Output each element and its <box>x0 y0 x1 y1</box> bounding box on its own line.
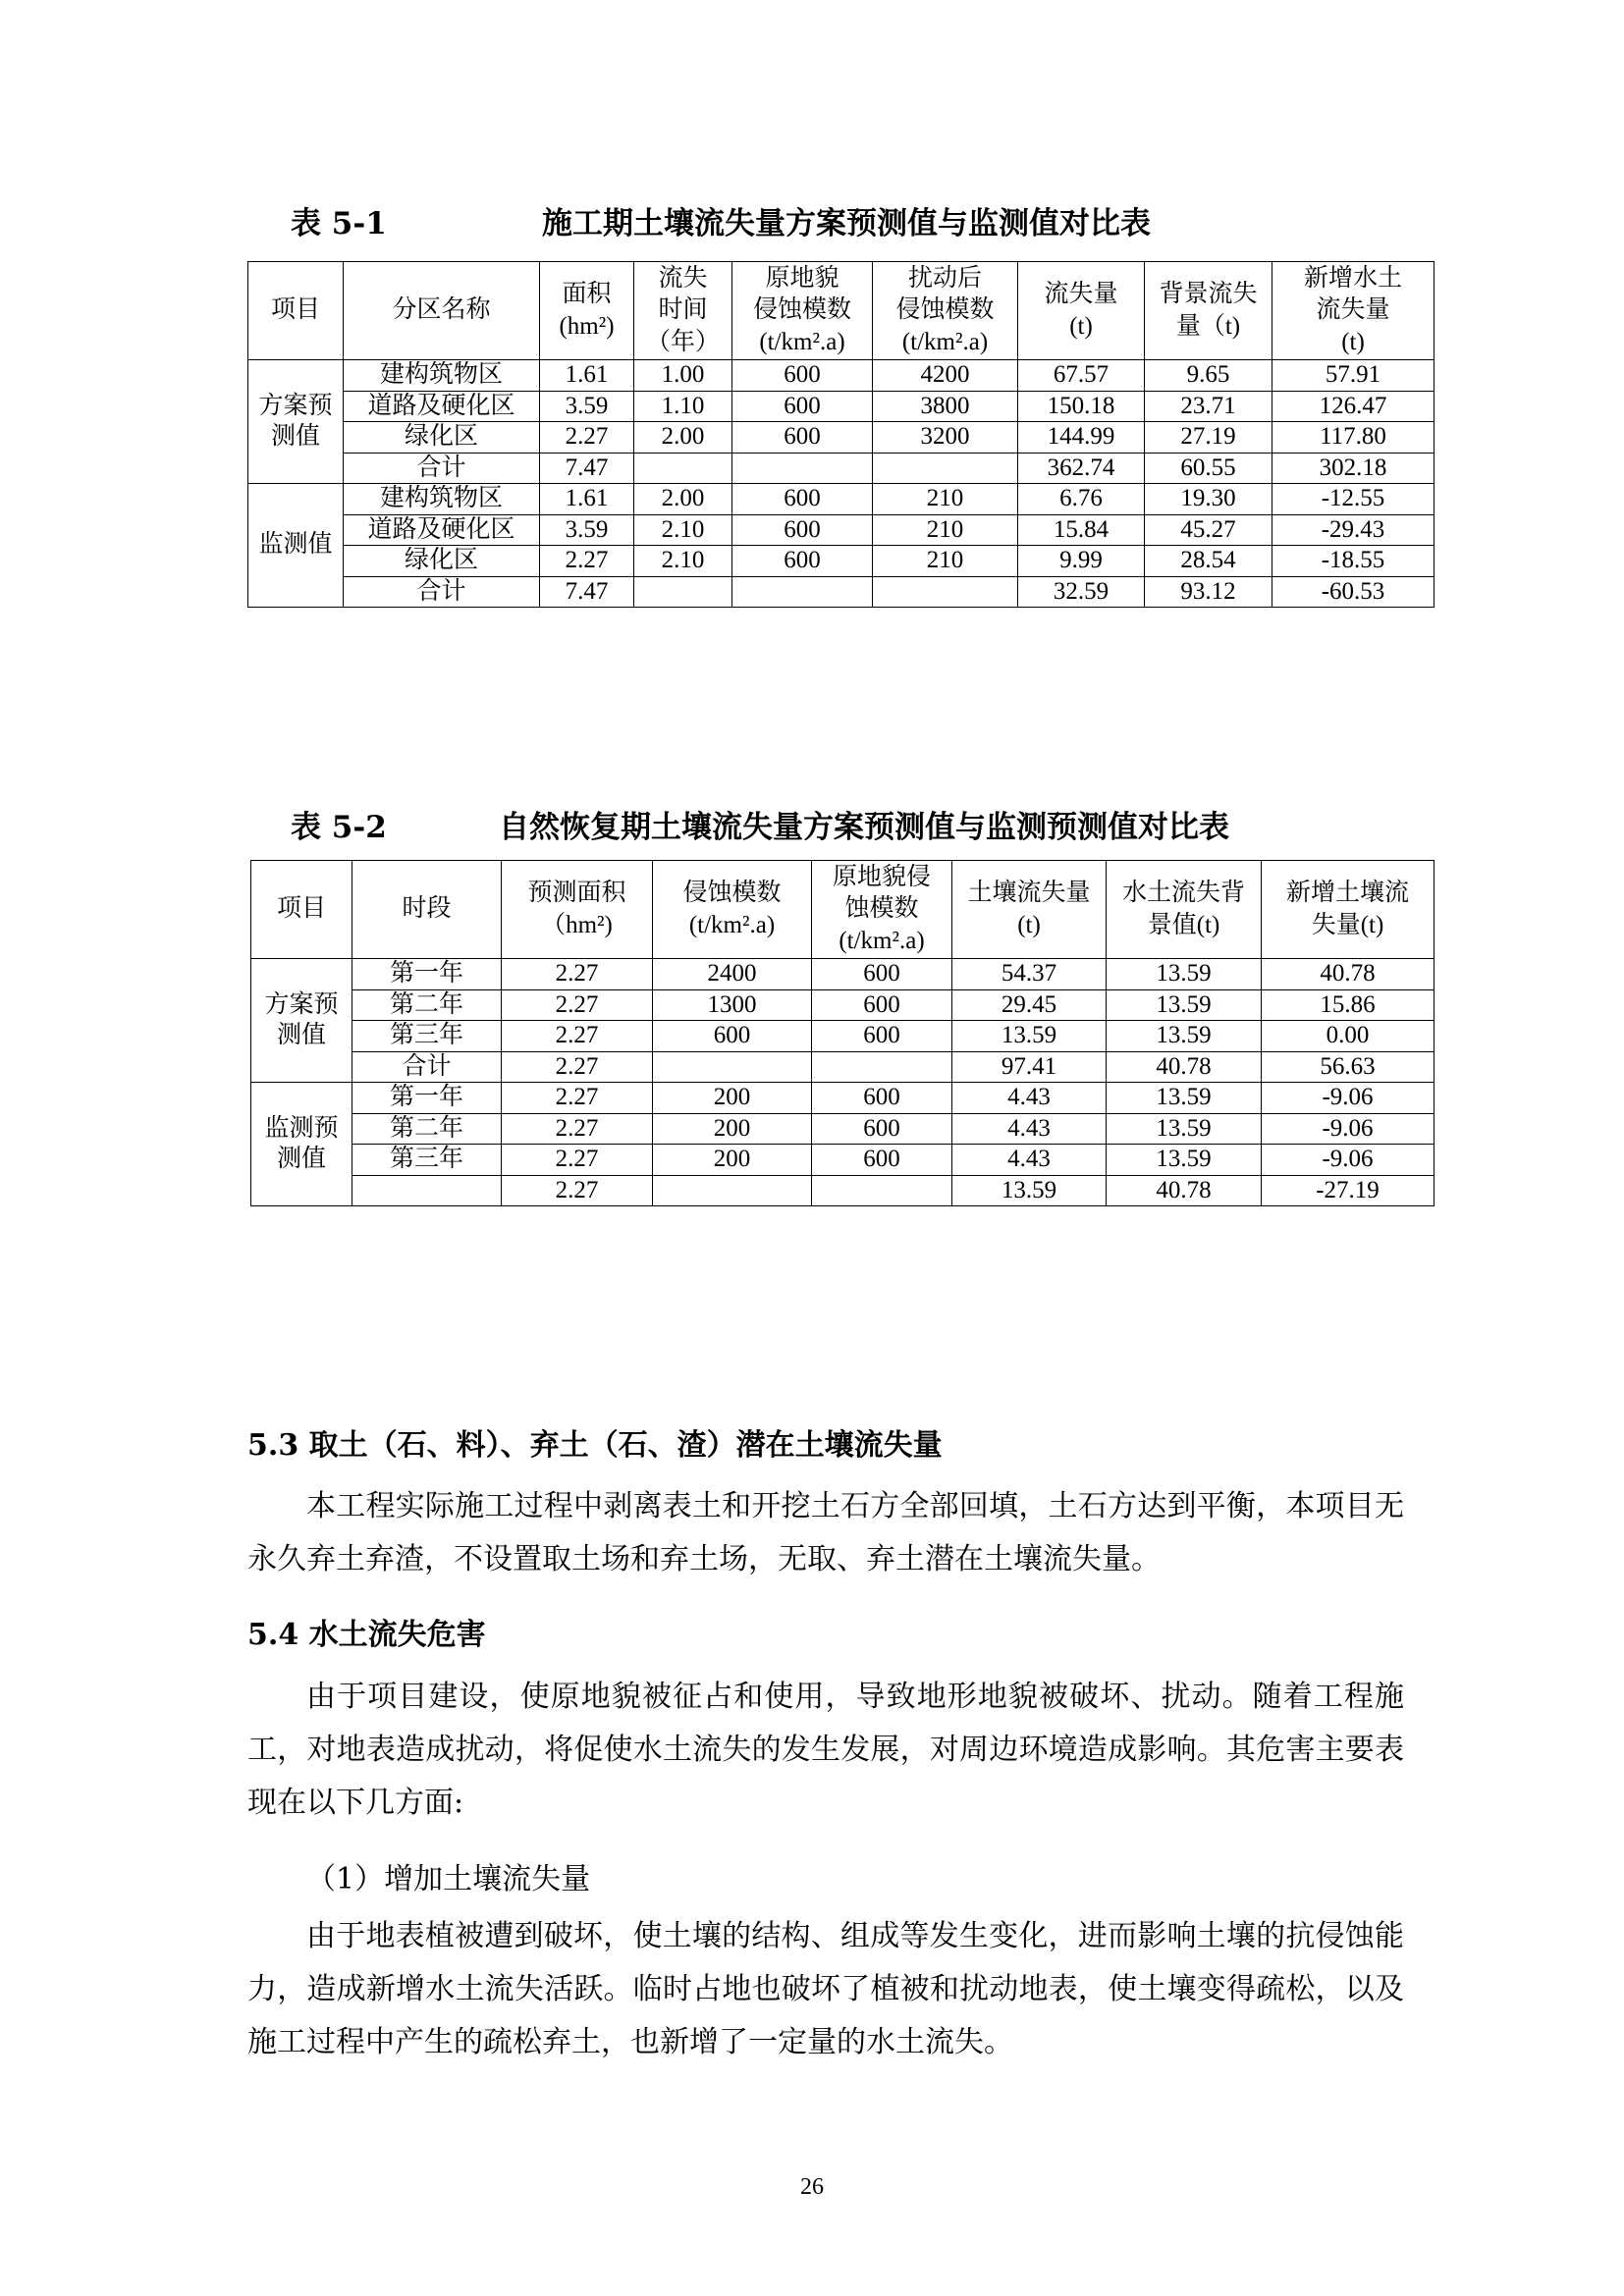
table-cell: 210 <box>873 484 1018 515</box>
table-cell: 13.59 <box>1107 1145 1262 1176</box>
page-number: 26 <box>800 2174 824 2200</box>
table-cell: 13.59 <box>1107 959 1262 990</box>
table-cell: 3200 <box>873 422 1018 454</box>
table-cell: 4.43 <box>952 1113 1107 1145</box>
table-cell: 40.78 <box>1107 1175 1262 1206</box>
table-cell: 600 <box>732 360 873 392</box>
table-cell: 1.61 <box>540 360 634 392</box>
table-cell <box>812 1175 952 1206</box>
header-cell: 面积 (hm²) <box>540 262 634 360</box>
table-cell: 1300 <box>653 989 812 1021</box>
header-cell: 项目 <box>248 262 344 360</box>
header-cell: 背景流失 量（t) <box>1145 262 1272 360</box>
header-cell: 土壤流失量 (t) <box>952 861 1107 959</box>
header-row <box>248 262 1435 360</box>
table-cell: -9.06 <box>1262 1113 1435 1145</box>
table-cell: 2.27 <box>502 1021 653 1052</box>
table-cell: 210 <box>873 514 1018 546</box>
table-cell <box>653 1175 812 1206</box>
table-row <box>251 959 1435 990</box>
table-row <box>248 391 1435 422</box>
table-cell: 2.00 <box>634 484 732 515</box>
group-label-cell: 方案预 测值 <box>248 360 344 484</box>
table-cell: 第三年 <box>352 1145 502 1176</box>
table-cell <box>653 1051 812 1083</box>
table-cell <box>873 453 1018 484</box>
table-cell: 绿化区 <box>344 422 540 454</box>
table-row <box>248 484 1435 515</box>
table-cell: 13.59 <box>952 1175 1107 1206</box>
table-cell: 3.59 <box>540 514 634 546</box>
table-cell: 13.59 <box>1107 1113 1262 1145</box>
table-cell: 600 <box>812 1021 952 1052</box>
table-cell: 9.99 <box>1018 546 1145 577</box>
table-cell: 200 <box>653 1145 812 1176</box>
header-cell: 流失量 (t) <box>1018 262 1145 360</box>
table-cell: 60.55 <box>1145 453 1272 484</box>
table-row <box>251 1175 1435 1206</box>
table-cell <box>634 576 732 608</box>
table-cell: 200 <box>653 1113 812 1145</box>
table-cell <box>634 453 732 484</box>
table-row <box>248 576 1435 608</box>
table-cell: 67.57 <box>1018 360 1145 392</box>
table-5-2 <box>250 860 1435 1206</box>
table-cell: 150.18 <box>1018 391 1145 422</box>
table-5-2-caption-title: 自然恢复期土壤流失量方案预测值与监测预测值对比表 <box>499 810 1229 845</box>
table-cell: 93.12 <box>1145 576 1272 608</box>
header-cell: 扰动后 侵蚀模数 (t/km².a) <box>873 262 1018 360</box>
table-cell <box>873 576 1018 608</box>
group-label-cell: 监测预 测值 <box>251 1083 352 1206</box>
table-cell: 302.18 <box>1272 453 1435 484</box>
table-cell: 600 <box>812 1083 952 1114</box>
table-cell: 2.27 <box>540 422 634 454</box>
table-cell: 2.27 <box>502 1051 653 1083</box>
table-cell: 1.61 <box>540 484 634 515</box>
table-cell: 54.37 <box>952 959 1107 990</box>
table-cell: 15.84 <box>1018 514 1145 546</box>
table-cell: 13.59 <box>1107 989 1262 1021</box>
table-cell: 28.54 <box>1145 546 1272 577</box>
table-5-1-caption-id: 表 5-1 <box>291 206 387 241</box>
table-cell: 第一年 <box>352 959 502 990</box>
header-cell: 时段 <box>352 861 502 959</box>
table-cell: 2.10 <box>634 546 732 577</box>
table-cell: 2.27 <box>502 1083 653 1114</box>
table-cell: 13.59 <box>1107 1021 1262 1052</box>
table-cell: 2.27 <box>502 959 653 990</box>
table-cell: 第二年 <box>352 989 502 1021</box>
table-cell: 40.78 <box>1107 1051 1262 1083</box>
table-cell: 23.71 <box>1145 391 1272 422</box>
table-cell: 9.65 <box>1145 360 1272 392</box>
table-cell: 97.41 <box>952 1051 1107 1083</box>
table-cell: 2.00 <box>634 422 732 454</box>
header-row <box>251 861 1435 959</box>
table-cell <box>812 1051 952 1083</box>
table-cell: 126.47 <box>1272 391 1435 422</box>
table-cell: 4.43 <box>952 1145 1107 1176</box>
table-cell: -9.06 <box>1262 1083 1435 1114</box>
table-cell: 2.27 <box>502 1175 653 1206</box>
table-cell: 600 <box>812 989 952 1021</box>
table-cell: 13.59 <box>1107 1083 1262 1114</box>
table-cell: 600 <box>732 391 873 422</box>
table-row <box>248 360 1435 392</box>
table-cell: 3.59 <box>540 391 634 422</box>
table-cell: 29.45 <box>952 989 1107 1021</box>
table-row <box>251 1145 1435 1176</box>
table-cell: 2.10 <box>634 514 732 546</box>
table-5-2-caption-id: 表 5-2 <box>291 810 387 845</box>
table-cell: 15.86 <box>1262 989 1435 1021</box>
table-cell: 600 <box>732 546 873 577</box>
table-cell: 4200 <box>873 360 1018 392</box>
header-cell: 原地貌侵 蚀模数 (t/km².a) <box>812 861 952 959</box>
header-cell: 项目 <box>251 861 352 959</box>
table-cell: 2.27 <box>502 989 653 1021</box>
table-row <box>248 546 1435 577</box>
table-cell: 45.27 <box>1145 514 1272 546</box>
table-row <box>251 1021 1435 1052</box>
table-5-1 <box>247 261 1435 608</box>
table-cell: 合计 <box>344 576 540 608</box>
header-cell: 新增水土 流失量 (t) <box>1272 262 1435 360</box>
table-cell: 200 <box>653 1083 812 1114</box>
table-row <box>251 989 1435 1021</box>
table-cell: 7.47 <box>540 453 634 484</box>
section-5-4-paragraph: 由于项目建设，使原地貌被征占和使用，导致地形地貌被破坏、扰动。随着工程施工，对地表造成扰动，将促使水土流失的发生发展，对周边环境造成影响。其危害主要表现在以下几方面: <box>247 1680 1404 1820</box>
section-5-4-heading: 5.4 水土流失危害 <box>247 1618 486 1652</box>
table-cell: 4.43 <box>952 1083 1107 1114</box>
table-cell: -12.55 <box>1272 484 1435 515</box>
table-cell: 210 <box>873 546 1018 577</box>
table-cell: 362.74 <box>1018 453 1145 484</box>
table-cell: 600 <box>812 1113 952 1145</box>
table-cell: 27.19 <box>1145 422 1272 454</box>
table-cell: 2400 <box>653 959 812 990</box>
table-cell: 40.78 <box>1262 959 1435 990</box>
table-cell: 32.59 <box>1018 576 1145 608</box>
table-row <box>251 1113 1435 1145</box>
table-cell: -9.06 <box>1262 1145 1435 1176</box>
table-cell: 7.47 <box>540 576 634 608</box>
table-5-1-caption-title: 施工期土壤流失量方案预测值与监测值对比表 <box>542 206 1151 241</box>
table-cell: 第三年 <box>352 1021 502 1052</box>
table-cell: 建构筑物区 <box>344 484 540 515</box>
table-cell <box>732 576 873 608</box>
table-cell: 0.00 <box>1262 1021 1435 1052</box>
header-cell: 分区名称 <box>344 262 540 360</box>
table-cell: 道路及硬化区 <box>344 514 540 546</box>
table-cell: 56.63 <box>1262 1051 1435 1083</box>
group-label-cell: 监测值 <box>248 484 344 608</box>
table-cell: 19.30 <box>1145 484 1272 515</box>
table-row <box>248 514 1435 546</box>
table-cell: 600 <box>732 484 873 515</box>
table-cell: 600 <box>732 514 873 546</box>
table-cell: 建构筑物区 <box>344 360 540 392</box>
table-cell: 合计 <box>352 1051 502 1083</box>
table-cell: 600 <box>732 422 873 454</box>
table-cell: -27.19 <box>1262 1175 1435 1206</box>
table-cell: -60.53 <box>1272 576 1435 608</box>
header-cell: 流失 时间 （年） <box>634 262 732 360</box>
table-cell: 2.27 <box>502 1145 653 1176</box>
table-cell <box>352 1175 502 1206</box>
header-cell: 原地貌 侵蚀模数 (t/km².a) <box>732 262 873 360</box>
table-cell: 600 <box>812 959 952 990</box>
table-cell: 2.27 <box>540 546 634 577</box>
table-cell: -29.43 <box>1272 514 1435 546</box>
header-cell: 水土流失背 景值(t) <box>1107 861 1262 959</box>
table-cell: 1.10 <box>634 391 732 422</box>
group-label-cell: 方案预 测值 <box>251 959 352 1083</box>
header-cell: 侵蚀模数 (t/km².a) <box>653 861 812 959</box>
table-cell: 6.76 <box>1018 484 1145 515</box>
table-cell: 3800 <box>873 391 1018 422</box>
table-row <box>251 1083 1435 1114</box>
section-5-4-item-1: （1）增加土壤流失量 <box>306 1862 591 1896</box>
table-cell: 1.00 <box>634 360 732 392</box>
table-row <box>251 1051 1435 1083</box>
table-row <box>248 453 1435 484</box>
table-cell: 57.91 <box>1272 360 1435 392</box>
table-cell: 600 <box>653 1021 812 1052</box>
table-row <box>248 422 1435 454</box>
table-cell: 600 <box>812 1145 952 1176</box>
table-cell: 13.59 <box>952 1021 1107 1052</box>
table-cell: 2.27 <box>502 1113 653 1145</box>
table-cell: -18.55 <box>1272 546 1435 577</box>
header-cell: 预测面积 （hm²) <box>502 861 653 959</box>
section-5-3-paragraph: 本工程实际施工过程中剥离表土和开挖土石方全部回填，土石方达到平衡，本项目无永久弃土弃渣，不设置取土场和弃土场，无取、弃土潜在土壤流失量。 <box>247 1489 1404 1576</box>
header-cell: 新增土壤流 失量(t) <box>1262 861 1435 959</box>
section-5-3-heading: 5.3 取土（石、料）、弃土（石、渣）潜在土壤流失量 <box>247 1428 943 1463</box>
table-cell <box>732 453 873 484</box>
section-5-4-item-1-paragraph: 由于地表植被遭到破坏，使土壤的结构、组成等发生变化，进而影响土壤的抗侵蚀能力，造成新增水土流失活跃。临时占地也破坏了植被和扰动地表，使土壤变得疏松，以及施工过程中产生的疏松弃土，也新增了一定量的水土流失。 <box>247 1919 1404 2059</box>
table-cell: 道路及硬化区 <box>344 391 540 422</box>
table-cell: 第一年 <box>352 1083 502 1114</box>
table-cell: 117.80 <box>1272 422 1435 454</box>
table-cell: 第二年 <box>352 1113 502 1145</box>
table-cell: 绿化区 <box>344 546 540 577</box>
table-cell: 合计 <box>344 453 540 484</box>
table-cell: 144.99 <box>1018 422 1145 454</box>
